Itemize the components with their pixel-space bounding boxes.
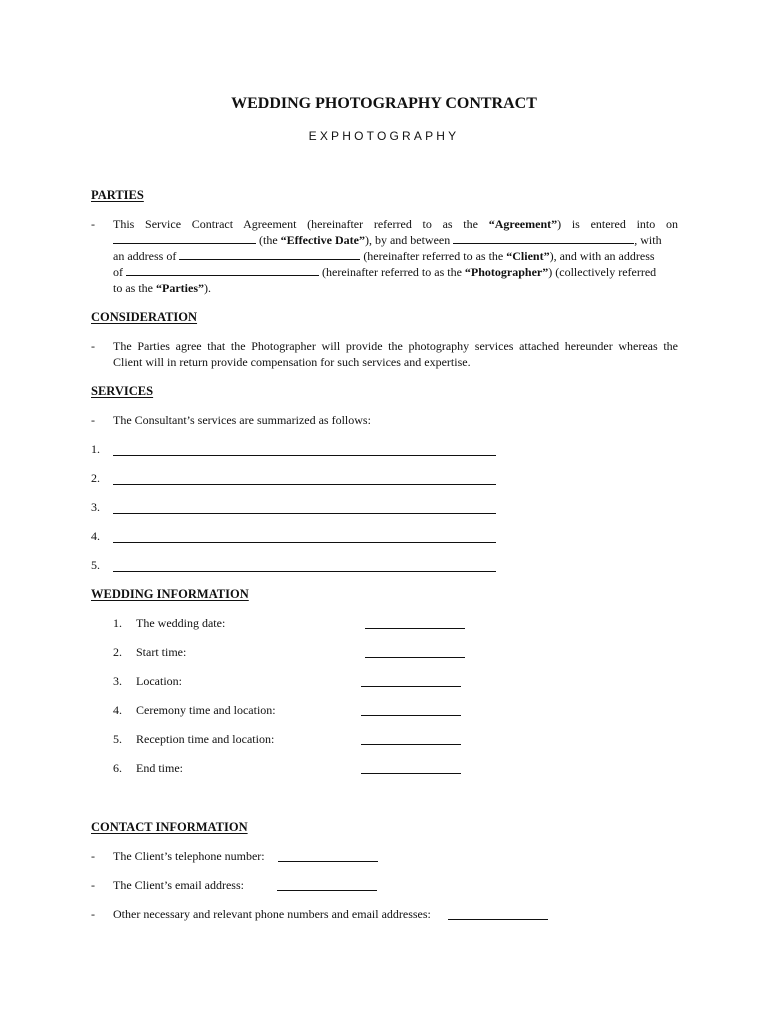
text: ), by and between xyxy=(364,233,451,247)
wedding-item-number: 6. xyxy=(113,761,122,775)
contact-bullet: - xyxy=(91,878,95,892)
client-phone-blank[interactable] xyxy=(278,861,378,862)
text: to as the xyxy=(113,281,156,295)
other-contacts-label: Other necessary and relevant phone numbers and email addresses: xyxy=(113,907,431,921)
effective-date-blank[interactable] xyxy=(113,232,256,244)
party-name-blank[interactable] xyxy=(453,232,634,244)
wedding-item-number: 5. xyxy=(113,732,122,746)
services-bullet: - xyxy=(91,413,95,427)
wedding-info-heading: WEDDING INFORMATION xyxy=(91,587,249,601)
wedding-item-number: 4. xyxy=(113,703,122,717)
services-heading: SERVICES xyxy=(91,384,154,398)
agreement-term: “Agreement” xyxy=(488,217,558,231)
service-blank-3[interactable] xyxy=(113,513,496,514)
end-time-label: End time: xyxy=(136,761,183,775)
parties-line-5 xyxy=(113,280,678,296)
consideration-line-2: Client will in return provide compensation for such services and expertise. xyxy=(113,355,471,369)
text: of xyxy=(113,265,123,279)
text: an address of xyxy=(113,249,177,263)
wedding-item-number: 1. xyxy=(113,616,122,630)
text: This Service Contract Agreement (hereinafter referred to as the xyxy=(113,217,489,231)
other-contacts-blank[interactable] xyxy=(448,919,548,920)
consideration-line-1: The Parties agree that the Photographer will provide the photography services attached hereunder whereas the xyxy=(113,339,678,353)
start-time-label: Start time: xyxy=(136,645,187,659)
parties-term: “Parties” xyxy=(156,281,204,295)
text: (hereinafter referred to as the xyxy=(322,265,465,279)
client-term: “Client” xyxy=(506,249,550,263)
location-blank[interactable] xyxy=(361,686,461,687)
start-time-blank[interactable] xyxy=(365,657,465,658)
wedding-date-blank[interactable] xyxy=(365,628,465,629)
client-address-blank[interactable] xyxy=(179,248,360,260)
end-time-blank[interactable] xyxy=(361,773,461,774)
photographer-address-blank[interactable] xyxy=(126,264,319,276)
parties-line-2 xyxy=(113,232,678,248)
service-number: 1. xyxy=(91,442,100,456)
document-title: WEDDING PHOTOGRAPHY CONTRACT xyxy=(231,95,537,112)
text: (hereinafter referred to as the xyxy=(363,249,507,263)
service-number: 4. xyxy=(91,529,100,543)
service-number: 5. xyxy=(91,558,100,572)
service-blank-4[interactable] xyxy=(113,542,496,543)
consideration-heading: CONSIDERATION xyxy=(91,310,198,324)
contact-bullet: - xyxy=(91,849,95,863)
client-email-blank[interactable] xyxy=(277,890,377,891)
parties-bullet: - xyxy=(91,217,95,231)
wedding-date-label: The wedding date: xyxy=(136,616,226,630)
consideration-paragraph xyxy=(113,338,678,370)
client-email-label: The Client’s email address: xyxy=(113,878,244,892)
effective-date-term: “Effective Date” xyxy=(280,233,365,247)
text: ) is entered into on xyxy=(557,217,678,231)
location-label: Location: xyxy=(136,674,182,688)
text: ), and with an address xyxy=(549,249,655,263)
ceremony-label: Ceremony time and location: xyxy=(136,703,276,717)
reception-label: Reception time and location: xyxy=(136,732,275,746)
ceremony-blank[interactable] xyxy=(361,715,461,716)
contact-bullet: - xyxy=(91,907,95,921)
text: ). xyxy=(203,281,211,295)
service-blank-1[interactable] xyxy=(113,455,496,456)
photographer-term: “Photographer” xyxy=(464,265,549,279)
company-name: EXPHOTOGRAPHY xyxy=(308,129,460,143)
reception-blank[interactable] xyxy=(361,744,461,745)
service-blank-5[interactable] xyxy=(113,571,496,572)
parties-heading: PARTIES xyxy=(91,188,144,202)
text: ) (collectively referred xyxy=(548,265,657,279)
text: (the xyxy=(259,233,281,247)
contact-info-heading: CONTACT INFORMATION xyxy=(91,820,248,834)
service-number: 3. xyxy=(91,500,100,514)
parties-line-3 xyxy=(113,248,678,264)
service-number: 2. xyxy=(91,471,100,485)
client-phone-label: The Client’s telephone number: xyxy=(113,849,265,863)
parties-line-1 xyxy=(113,216,678,232)
parties-paragraph xyxy=(113,216,678,296)
service-blank-2[interactable] xyxy=(113,484,496,485)
wedding-item-number: 3. xyxy=(113,674,122,688)
wedding-item-number: 2. xyxy=(113,645,122,659)
consideration-bullet: - xyxy=(91,339,95,353)
services-intro: The Consultant’s services are summarized as follows: xyxy=(113,413,371,427)
parties-line-4 xyxy=(113,264,678,280)
text: , with xyxy=(634,233,662,247)
